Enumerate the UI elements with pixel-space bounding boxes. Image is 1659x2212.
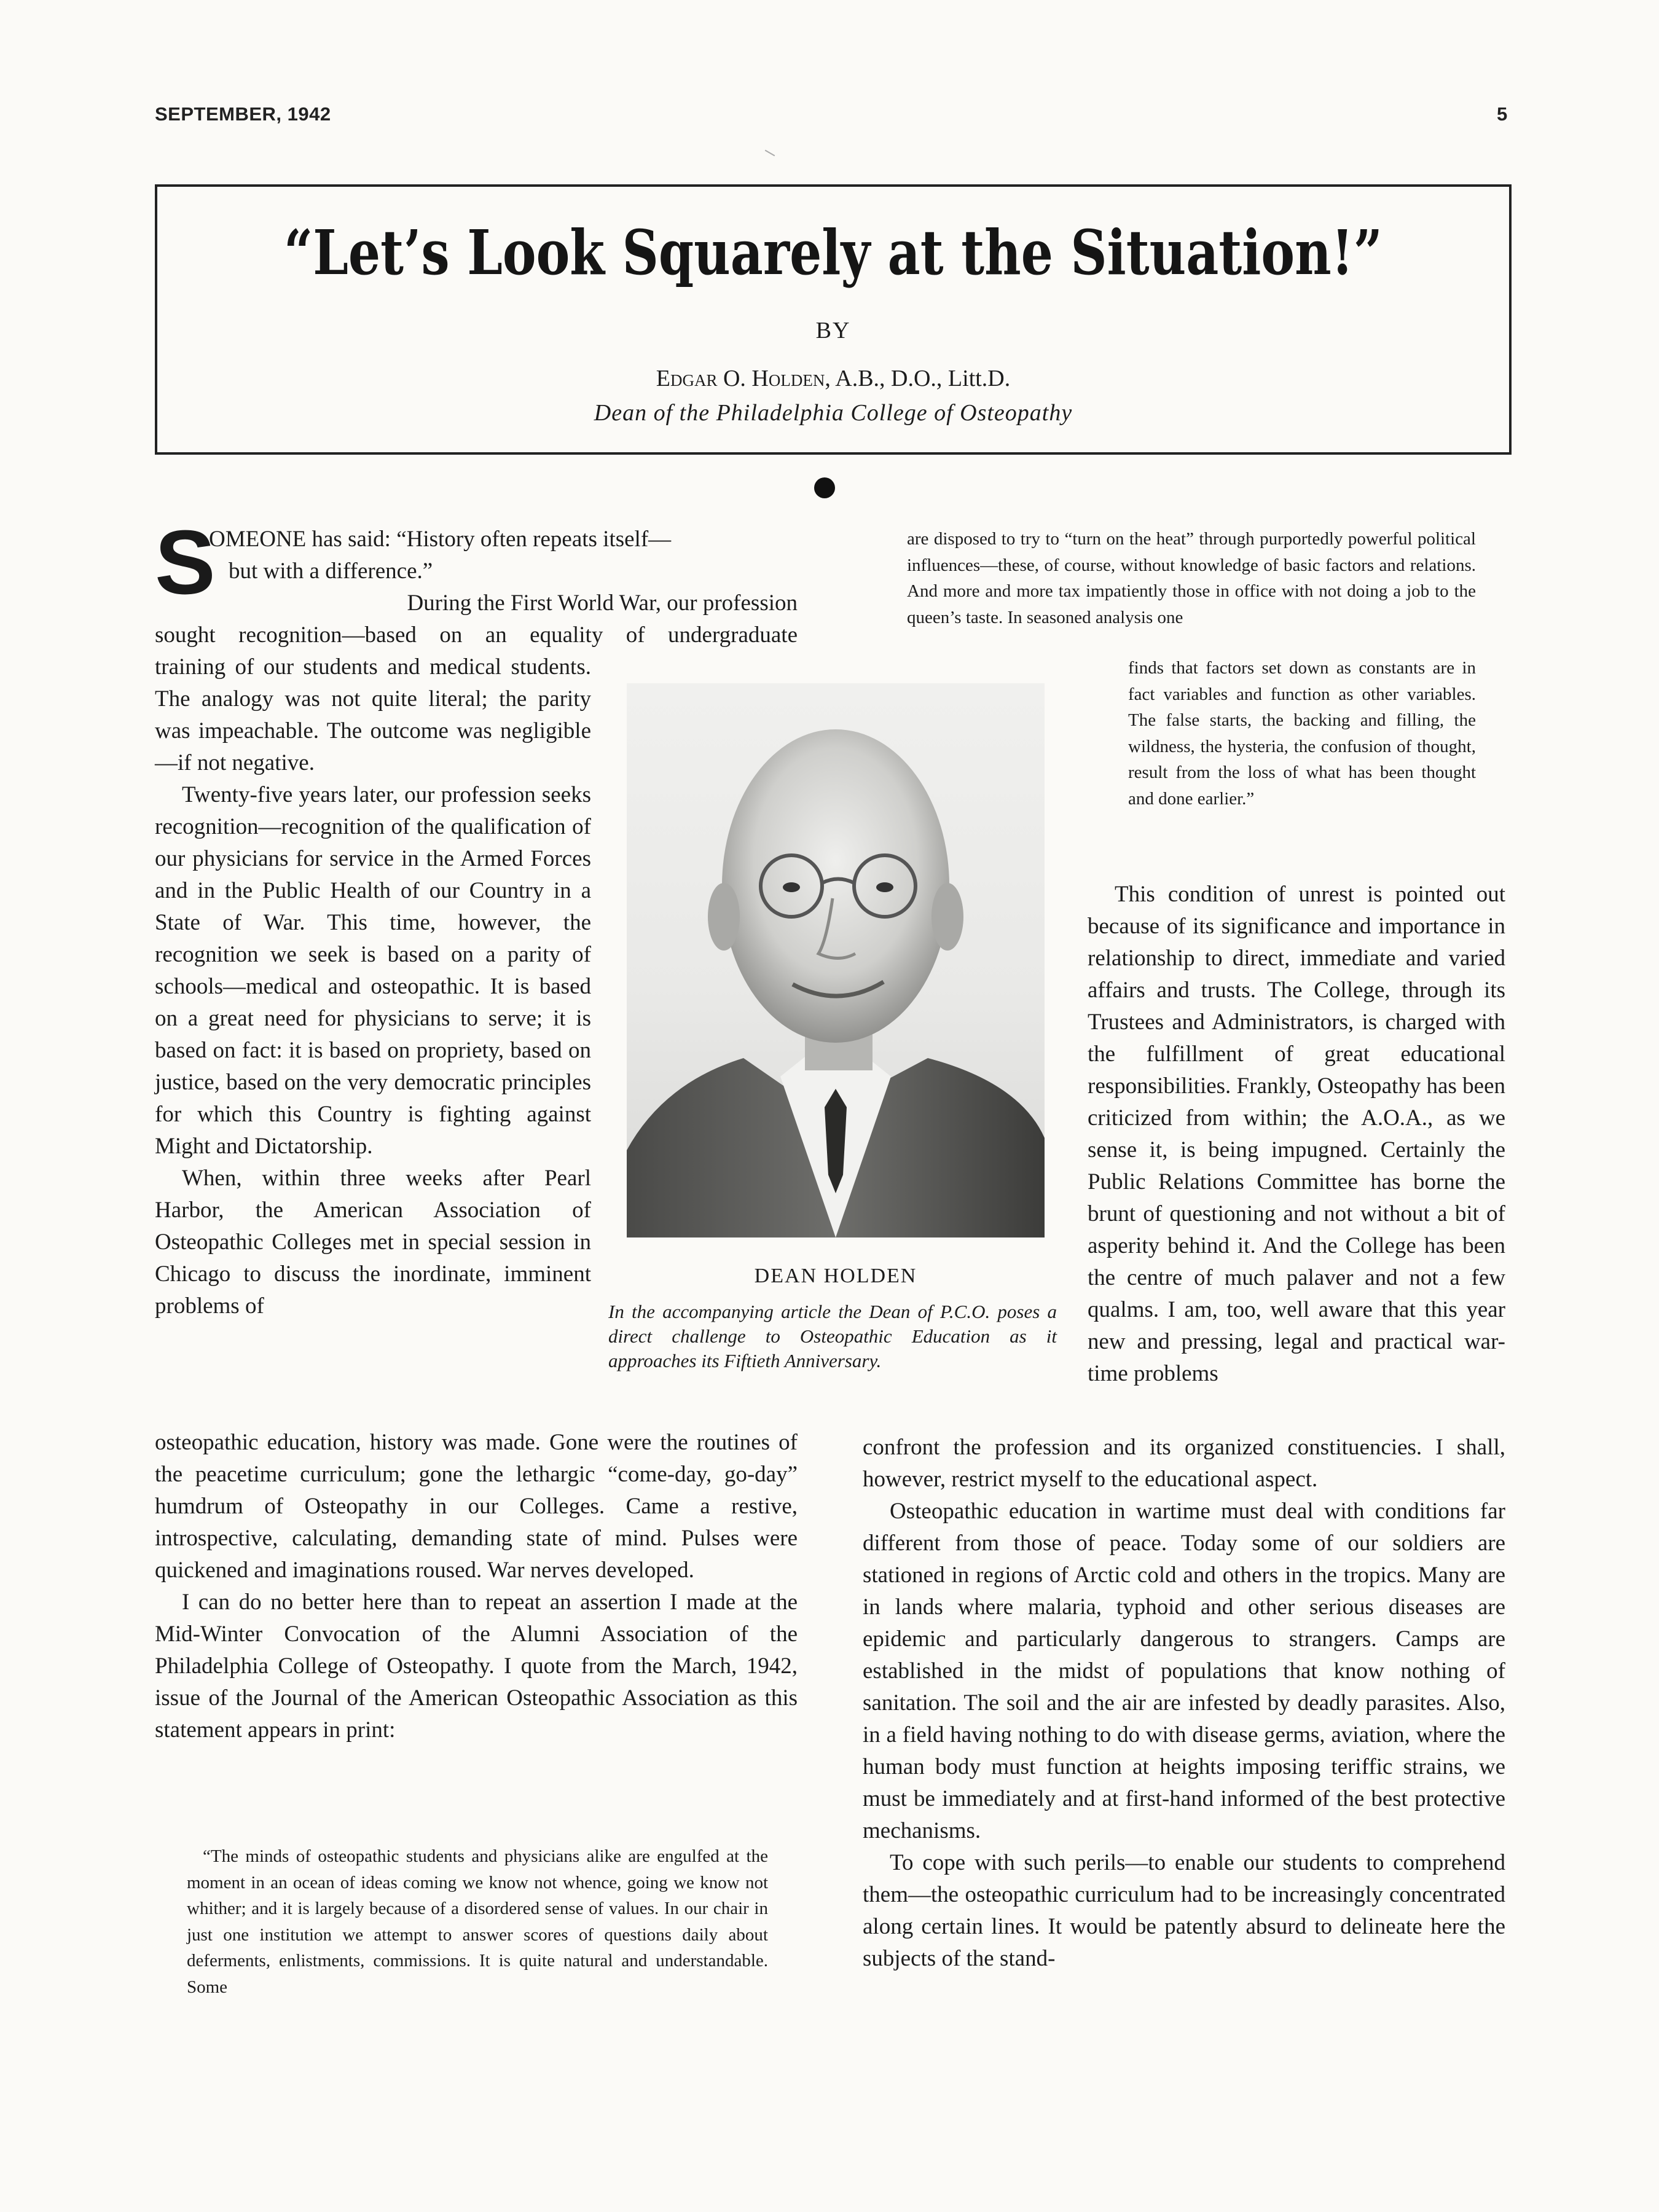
p1-continuation: training of our students and medical students. The analogy was not quite literal; the parity was impeachable. The outcome was negligible—if not negative. xyxy=(155,654,591,775)
author-degrees: A.B., D.O., Litt.D. xyxy=(835,366,1011,391)
photo-caption-title: DEAN HOLDEN xyxy=(754,1265,917,1287)
paragraph-5-start: This condition of unrest is pointed out because of its significance and importance in relationship to direct, immediate and varied affairs and trusts. The College, through its Trustees and Administrators, is charged with the fulfillment of great educational responsibilities. Frankly, Osteopathy has been criticized from within; the A.O.A., as we sense it, is being impugned. Certainly the Public Relations Committee has borne the brunt of questioning and not without a bit of asperity behind it. And the College has been the centre of much palaver and not a few qualms. I am, too, well aware that this year new and pressing, legal and practical war-time problems xyxy=(1088,882,1505,1386)
p1-line-1: During the First World War, our profession xyxy=(407,590,798,616)
article-title: “Let’s Look Squarely at the Situation!” xyxy=(284,216,1382,289)
byline-by: BY xyxy=(815,318,851,343)
paragraph-4: I can do no better here than to repeat an assertion I made at the Mid-Winter Convocation of the Alumni Association of the Philadelphia College of Osteopathy. I quote from the March, 1942, issue of the Journal of the American Osteopathic Association as this statement appears in print: xyxy=(155,1590,798,1743)
section-bullet xyxy=(814,477,835,498)
intro-line-1: OMEONE has said: “History often repeats itself— xyxy=(209,527,672,552)
stray-mark xyxy=(765,150,775,157)
title-box xyxy=(155,184,1512,455)
quote-text-2: are disposed to try to “turn on the heat” through purportedly powerful political influences—these, of course, without knowledge of basic factors and relations. And more and more tax impatiently those in office with not doing a job to the queen’s taste. In seasoned analysis one xyxy=(907,529,1476,627)
author-name: Edgar O. Holden, xyxy=(656,366,831,391)
page-number: 5 xyxy=(1497,103,1508,125)
author-line xyxy=(157,365,1509,392)
portrait-photo xyxy=(627,683,1045,1237)
quote-text-1: “The minds of osteopathic students and physicians alike are engulfed at the moment in an ocean of ideas coming we know not whence, going we know not whither; and it is largely because of a disordered sense of values. In our chair in just one institution we attempt to answer scores of questions daily about deferments, enlistments, commissions. It is quite natural and understandable. Some xyxy=(187,1846,768,1997)
paragraph-7: To cope with such perils—to enable our students to comprehend them—the osteopathic curriculum had to be increasingly concentrated along certain lines. It would be patently absurd to delineate here the subjects of the stand- xyxy=(863,1850,1505,1971)
photo-caption-text: In the accompanying article the Dean of P.C.O. poses a direct challenge to Osteopathic Education as it approaches its Fiftieth Anniversary. xyxy=(608,1301,1057,1371)
paragraph-3-start: When, within three weeks after Pearl Harbor, the American Association of Osteopathic Colleges met in special session in Chicago to discuss the inordinate, imminent problems of xyxy=(155,1166,591,1319)
paragraph-2: Twenty-five years later, our profession seeks recognition—recognition of the qualification of our physicians for service in the Armed Forces and in the Public Health of our Country in a State of War. This time, however, the recognition we seek is based on a parity of schools—medical and osteopathic. It is based on a great need for physicians to serve; it is based on fact: it is based on propriety, based on justice, based on the very democratic principles for which this Country is fighting against Might and Dictatorship. xyxy=(155,782,591,1159)
paragraph-3-end: osteopathic education, history was made. Gone were the routines of the peacetime curriculum; gone the lethargic “come-day, go-day” humdrum of Osteopathy in our Colleges. Came a restive, introspective, calculating, demanding state of mind. Pulses were quickened and imaginations roused. War nerves developed. xyxy=(155,1430,798,1583)
paragraph-5-end: confront the profession and its organized constituencies. I shall, however, restrict myself to the educational aspect. xyxy=(863,1435,1505,1492)
block-quote-part-3 xyxy=(1128,655,1476,812)
paragraph-6: Osteopathic education in wartime must deal with conditions far different from those of peace. Today some of our soldiers are stationed in regions of Arctic cold and others in the tropics. Many are in lands where malaria, typhoid and other serious diseases are epidemic and particularly dangerous to strangers. Camps are established in the midst of populations that know nothing of sanitation. The soil and the air are infested by deadly parasites. Also, in a field having nothing to do with disease germs, aviation, where the human body must function at heights imposing teriffic strains, we must be immediately and at first-hand informed of the best protective mechanisms. xyxy=(863,1499,1505,1843)
drop-cap: S xyxy=(155,512,216,613)
column-2-narrow xyxy=(1088,879,1505,1390)
author-affiliation: Dean of the Philadelphia College of Osteopathy xyxy=(594,400,1073,426)
running-head-date: SEPTEMBER, 1942 xyxy=(155,103,331,125)
p1-line-2: sought recognition—based on an equality of undergraduate xyxy=(155,622,798,648)
portrait-illustration xyxy=(627,683,1045,1237)
column-2-full xyxy=(863,1432,1505,1975)
column-1-full-bottom xyxy=(155,1427,798,1746)
block-quote-part-1 xyxy=(187,1843,768,2000)
block-quote-part-2 xyxy=(907,526,1476,630)
column-1-narrow-top xyxy=(155,651,591,1322)
intro-line-2: but with a difference.” xyxy=(229,559,433,584)
quote-text-3: finds that factors set down as constants are in fact variables and function as other variables. The false starts, the backing and filling, the wildness, the hysteria, the confusion of thought, result from the loss of what has been thought and done earlier.” xyxy=(1128,658,1476,809)
